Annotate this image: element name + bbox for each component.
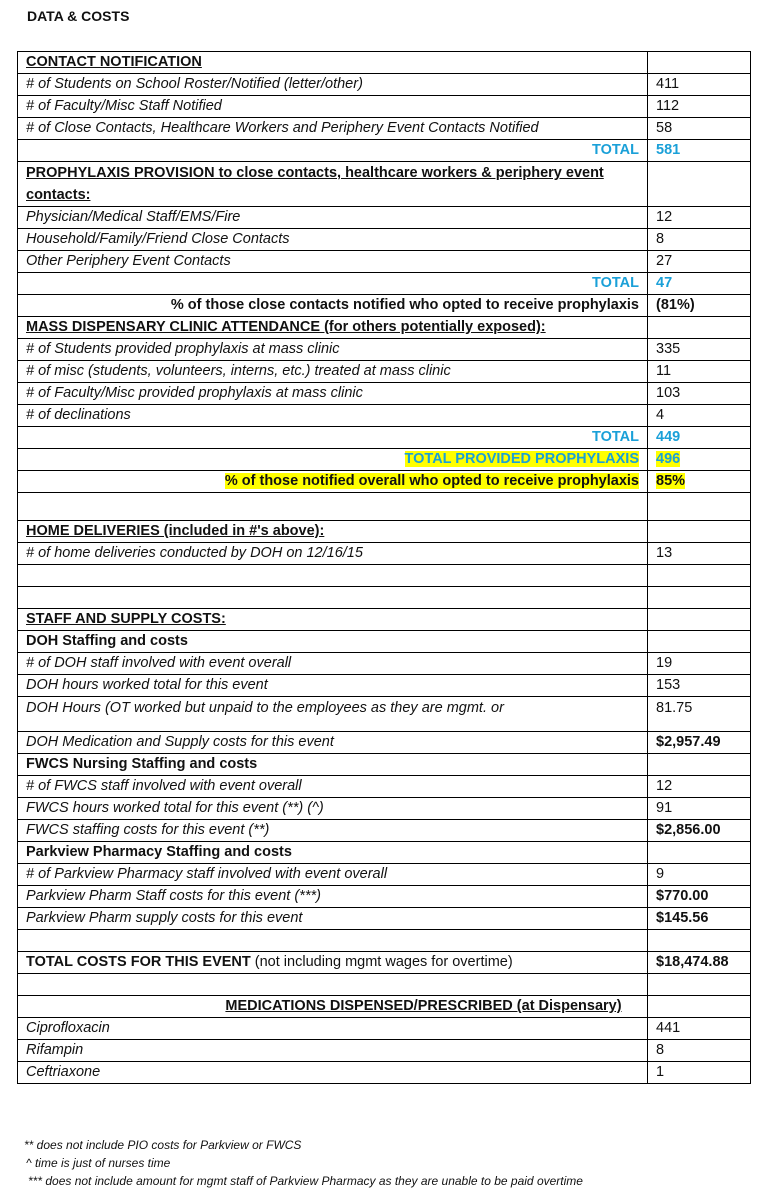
row-label: # of Close Contacts, Healthcare Workers and Periphery Event Contacts Notified (18, 118, 648, 140)
total-row (18, 140, 751, 162)
blank-row (18, 565, 751, 587)
table-row (18, 361, 751, 383)
row-value: $2,856.00 (648, 820, 751, 842)
row-label: # of Parkview Pharmacy staff involved with event overall (18, 864, 648, 886)
table-row (18, 339, 751, 361)
table-row (18, 383, 751, 405)
row-label: # of misc (students, volunteers, interns, etc.) treated at mass clinic (18, 361, 648, 383)
row-label: Parkview Pharm supply costs for this event (18, 908, 648, 930)
table-row (18, 864, 751, 886)
empty-cell (648, 609, 751, 631)
footnote: ^ time is just of nurses time (26, 1156, 171, 1170)
data-costs-table (17, 51, 751, 1084)
row-value: 81.75 (648, 697, 751, 732)
table-row (18, 776, 751, 798)
table-row (18, 886, 751, 908)
row-label: FWCS hours worked total for this event (**) (^) (18, 798, 648, 820)
total-costs-row (18, 952, 751, 974)
row-value: 12 (648, 207, 751, 229)
total-value: 449 (648, 427, 751, 449)
table-row (18, 1018, 751, 1040)
section-header-home: HOME DELIVERIES (included in #'s above): (18, 521, 648, 543)
row-value: 27 (648, 251, 751, 273)
row-label: # of Faculty/Misc Staff Notified (18, 96, 648, 118)
empty-cell (648, 317, 751, 339)
row-value: 13 (648, 543, 751, 565)
percent-row (18, 295, 751, 317)
total-value: 581 (648, 140, 751, 162)
table-row (18, 118, 751, 140)
row-value: 112 (648, 96, 751, 118)
row-value: 441 (648, 1018, 751, 1040)
overall-percent-value: 85% (656, 473, 686, 489)
total-costs-value: $18,474.88 (648, 952, 751, 974)
row-value: 411 (648, 74, 751, 96)
table-row (18, 820, 751, 842)
row-label: # of Faculty/Misc provided prophylaxis at mass clinic (18, 383, 648, 405)
row-label: DOH hours worked total for this event (18, 675, 648, 697)
table-row (18, 697, 751, 732)
table-row (18, 1040, 751, 1062)
section-header-prophylaxis: PROPHYLAXIS PROVISION to close contacts, healthcare workers & periphery event contacts: (18, 162, 648, 207)
row-label: Ciprofloxacin (18, 1018, 648, 1040)
empty-cell (648, 631, 751, 653)
overall-percent-value-cell (648, 471, 751, 493)
row-label: # of Students provided prophylaxis at mass clinic (18, 339, 648, 361)
table-row (18, 732, 751, 754)
table-row (18, 405, 751, 427)
section-header-medications: MEDICATIONS DISPENSED/PRESCRIBED (at Dispensary) (18, 996, 648, 1018)
empty-cell (648, 52, 751, 74)
subsection-header-row (18, 842, 751, 864)
total-value: 47 (648, 273, 751, 295)
row-value: 12 (648, 776, 751, 798)
footnote: ** does not include PIO costs for Parkview or FWCS (24, 1138, 302, 1152)
total-provided-value-cell (648, 449, 751, 471)
total-costs-label (18, 952, 648, 974)
table-row (18, 1062, 751, 1084)
row-value: 19 (648, 653, 751, 675)
blank-row (18, 930, 751, 952)
row-label: Parkview Pharm Staff costs for this event (***) (18, 886, 648, 908)
blank-row (18, 974, 751, 996)
row-value: 11 (648, 361, 751, 383)
row-value: 1 (648, 1062, 751, 1084)
empty-cell (648, 842, 751, 864)
row-label: DOH Hours (OT worked but unpaid to the employees as they are mgmt. or (18, 697, 648, 732)
row-label: Rifampin (18, 1040, 648, 1062)
table-row (18, 207, 751, 229)
row-label: Physician/Medical Staff/EMS/Fire (18, 207, 648, 229)
total-label: TOTAL (18, 140, 648, 162)
total-provided-cell (18, 449, 648, 471)
blank-row (18, 587, 751, 609)
row-value: 103 (648, 383, 751, 405)
subsection-header-row (18, 631, 751, 653)
table-row (18, 653, 751, 675)
overall-percent-row (18, 471, 751, 493)
empty-cell (648, 996, 751, 1018)
subsection-header-doh: DOH Staffing and costs (18, 631, 648, 653)
overall-percent-cell (18, 471, 648, 493)
row-value: 153 (648, 675, 751, 697)
section-header-row (18, 609, 751, 631)
total-provided-label: TOTAL PROVIDED PROPHYLAXIS (404, 451, 639, 467)
table-row (18, 251, 751, 273)
row-value: 91 (648, 798, 751, 820)
subsection-header-fwcs: FWCS Nursing Staffing and costs (18, 754, 648, 776)
row-label: DOH Medication and Supply costs for this event (18, 732, 648, 754)
section-header-row (18, 162, 751, 207)
section-header-row (18, 996, 751, 1018)
empty-cell (648, 162, 751, 207)
table-row (18, 74, 751, 96)
row-label: # of DOH staff involved with event overall (18, 653, 648, 675)
table-row (18, 908, 751, 930)
row-value: 4 (648, 405, 751, 427)
footnote: *** does not include amount for mgmt staff of Parkview Pharmacy as they are unable to be paid overtime (28, 1174, 583, 1188)
row-label: Ceftriaxone (18, 1062, 648, 1084)
section-header-row (18, 521, 751, 543)
empty-cell (648, 521, 751, 543)
empty-cell (648, 754, 751, 776)
table-row (18, 229, 751, 251)
row-value: $770.00 (648, 886, 751, 908)
table-row (18, 96, 751, 118)
table-row (18, 798, 751, 820)
section-header-contact: CONTACT NOTIFICATION (18, 52, 648, 74)
row-value: 9 (648, 864, 751, 886)
row-value: $145.56 (648, 908, 751, 930)
total-costs-label-bold: TOTAL COSTS FOR THIS EVENT (26, 954, 251, 970)
total-label: TOTAL (18, 427, 648, 449)
row-value: 58 (648, 118, 751, 140)
table-row (18, 675, 751, 697)
percent-label: % of those close contacts notified who opted to receive prophylaxis (18, 295, 648, 317)
subsection-header-row (18, 754, 751, 776)
row-label: # of declinations (18, 405, 648, 427)
footnotes (24, 1136, 583, 1190)
document-title: DATA & COSTS (27, 8, 130, 24)
total-row (18, 427, 751, 449)
total-label: TOTAL (18, 273, 648, 295)
section-header-mass: MASS DISPENSARY CLINIC ATTENDANCE (for others potentially exposed): (18, 317, 648, 339)
section-header-staff: STAFF AND SUPPLY COSTS: (18, 609, 648, 631)
percent-value: (81%) (648, 295, 751, 317)
total-provided-row (18, 449, 751, 471)
row-label: Household/Family/Friend Close Contacts (18, 229, 648, 251)
row-label: # of home deliveries conducted by DOH on 12/16/15 (18, 543, 648, 565)
row-value: 8 (648, 1040, 751, 1062)
section-header-row (18, 317, 751, 339)
blank-row (18, 493, 751, 521)
total-provided-value: 496 (656, 451, 681, 467)
total-row (18, 273, 751, 295)
table-row (18, 543, 751, 565)
row-label: FWCS staffing costs for this event (**) (18, 820, 648, 842)
row-label: # of Students on School Roster/Notified (letter/other) (18, 74, 648, 96)
row-label: Other Periphery Event Contacts (18, 251, 648, 273)
overall-percent-label: % of those notified overall who opted to receive prophylaxis (224, 473, 639, 489)
row-label: # of FWCS staff involved with event overall (18, 776, 648, 798)
total-costs-label-rest: (not including mgmt wages for overtime) (250, 954, 513, 970)
subsection-header-parkview: Parkview Pharmacy Staffing and costs (18, 842, 648, 864)
row-value: 335 (648, 339, 751, 361)
row-value: 8 (648, 229, 751, 251)
section-header-row (18, 52, 751, 74)
row-value: $2,957.49 (648, 732, 751, 754)
